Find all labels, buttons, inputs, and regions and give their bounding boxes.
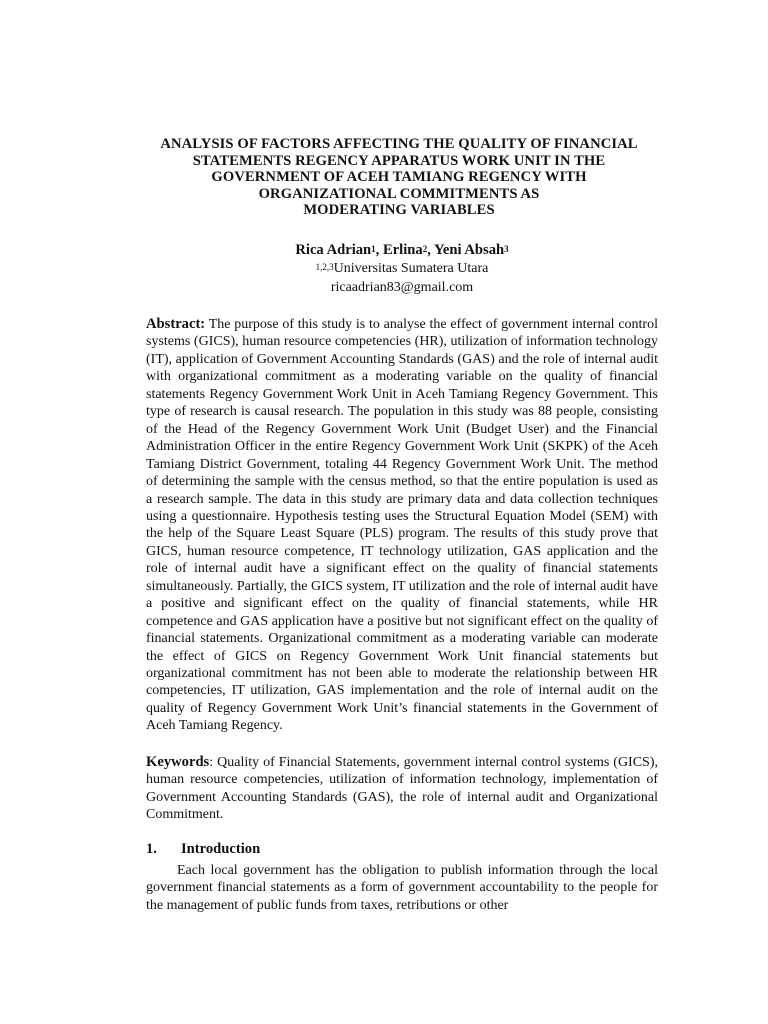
affiliation (146, 259, 658, 278)
title-line: ORGANIZATIONAL COMMITMENTS AS (258, 185, 540, 202)
keywords (146, 754, 658, 824)
affiliation-marker: 1,2,3 (315, 261, 334, 272)
author-name: Erlina (382, 241, 423, 258)
affiliation-name: Universitas Sumatera Utara (333, 260, 489, 276)
keywords-label: Keywords (146, 753, 210, 770)
author-affil-marker: 1 (371, 243, 376, 254)
abstract-label: Abstract: (146, 315, 206, 332)
title-line: MODERATING VARIABLES (303, 202, 495, 219)
author-separator: , (375, 241, 383, 258)
author-affil-marker: 2 (422, 243, 428, 254)
introduction-paragraph: Each local government has the obligation to publish information through the local government financial statements as a form of government accountability to the people for the management of public funds from taxes, retributions or other (146, 862, 658, 913)
title-line: ANALYSIS OF FACTORS AFFECTING THE QUALITY OF FINANCIAL (160, 136, 638, 152)
author-separator: , (427, 241, 434, 258)
abstract (146, 316, 658, 735)
section-number: 1. (146, 840, 157, 857)
section-heading (146, 841, 658, 858)
author-list (146, 241, 658, 259)
title-line: GOVERNMENT OF ACEH TAMIANG REGENCY WITH (211, 169, 587, 186)
author-name: Rica Adrian (295, 241, 372, 258)
author-affil-marker: 3 (504, 243, 509, 254)
section-title: Introduction (181, 840, 261, 857)
paper-title (146, 136, 652, 219)
title-line: STATEMENTS REGENCY APPARATUS WORK UNIT IN THE (192, 152, 606, 169)
author-name: Yeni Absah (433, 241, 505, 258)
abstract-text: The purpose of this study is to analyse the effect of government internal control systems (GICS), human resource competencies (HR), utilization of information technology (IT), application of Government Accounting Standards (GAS) and the role of internal audit with organizational commitment as a moderating variable on the quality of financial statements Regency Government Work Unit in Aceh Tamiang Regency Government. This type of research is causal research. The population in this study was 88 people, consisting of the Head of the Regency Government Work Unit (Budget User) and the Financial Administration Officer in the entire Regency Government Work Unit (SKPK) of the Aceh Tamiang District Government, totaling 44 Regency Government Work Unit. The method of determining the sample with the census method, so that the entire population is used as a research sample. The data in this study are primary data and data collection techniques using a questionnaire. Hypothesis testing uses the Structural Equation Model (SEM) with the help of the Square Least Square (PLS) program. The results of this study prove that GICS, human resource competence, IT technology utilization, GAS application and the role of internal audit have a significant effect on the quality of financial statements simultaneously. Partially, the GICS system, IT utilization and the role of internal audit have a positive and significant effect on the quality of financial statements, while HR competence and GAS application have a positive but not significant effect on the quality of financial statements. Organizational commitment as a moderating variable can moderate the effect of GICS on Regency Government Work Unit financial statements but organizational commitment has not been able to moderate the relationship between HR competencies, IT utilization, GAS implementation and the role of internal audit on the quality of Regency Government Work Unit’s financial statements in the Government of Aceh Tamiang Regency. (146, 316, 658, 734)
keywords-text: : Quality of Financial Statements, government internal control systems (GICS), human resource competencies, utilization of information technology, implementation of Government Accounting Standards (GAS), the role of internal audit and Organizational Commitment. (146, 754, 658, 823)
author-email: ricaadrian83@gmail.com (330, 279, 474, 295)
